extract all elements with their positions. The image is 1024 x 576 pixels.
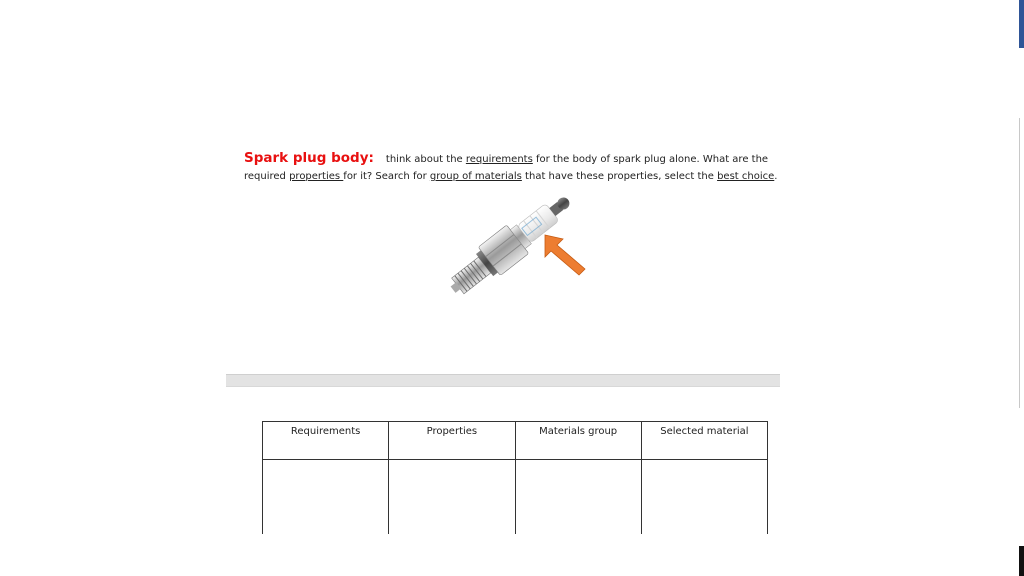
orange-arrow-icon <box>545 235 585 275</box>
header-requirements: Requirements <box>263 422 389 460</box>
header-selected-material: Selected material <box>641 422 767 460</box>
cell-selected-material[interactable] <box>641 460 767 535</box>
window-edge-accent <box>1019 0 1024 48</box>
spark-plug-image <box>425 183 590 305</box>
question-paragraph <box>244 150 784 185</box>
underlined-best-choice: best choice <box>717 171 775 182</box>
text-5: . <box>774 171 778 182</box>
underlined-properties: properties <box>289 171 344 182</box>
page-border-line <box>1019 118 1020 408</box>
text-1: think about the <box>385 154 466 165</box>
table-row <box>263 460 768 535</box>
header-materials-group: Materials group <box>515 422 641 460</box>
cell-materials-group[interactable] <box>515 460 641 535</box>
divider-bar <box>226 374 780 387</box>
cell-properties[interactable] <box>389 460 515 535</box>
underlined-materials-group: group of materials <box>429 171 522 182</box>
text-4: that have these properties, select the <box>521 171 718 182</box>
table-header-row <box>263 422 768 460</box>
text-3: for it? Search for <box>343 171 430 182</box>
window-edge-dark <box>1019 546 1024 576</box>
section-title: Spark plug body: <box>244 150 374 166</box>
spark-plug-body <box>442 186 579 304</box>
header-properties: Properties <box>389 422 515 460</box>
underlined-requirements: requirements <box>465 154 533 165</box>
requirements-table <box>262 421 768 534</box>
cell-requirements[interactable] <box>263 460 389 535</box>
text-2: for the body of spark plug alone. What are the required <box>244 154 769 182</box>
